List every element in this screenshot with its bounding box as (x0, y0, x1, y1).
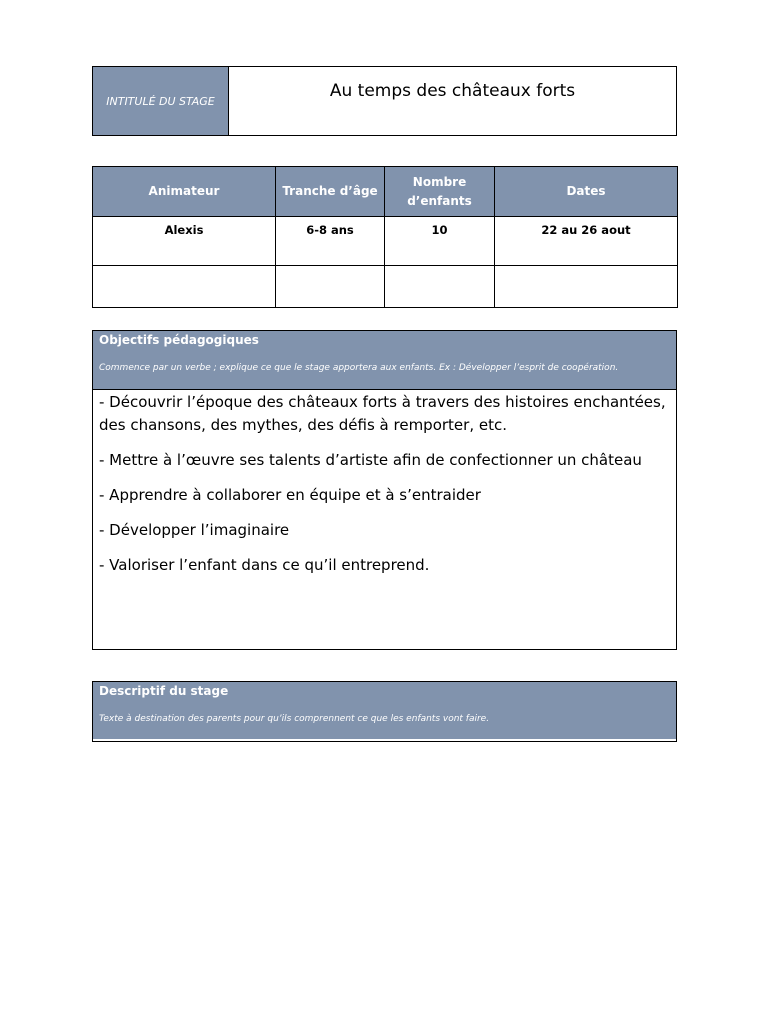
cell-dates[interactable] (495, 266, 678, 308)
column-header-nombre-enfants: Nombre d’enfants (385, 167, 495, 217)
objective-item: - Valoriser l’enfant dans ce qu’il entreprend. (99, 556, 430, 574)
objectives-section (92, 330, 677, 650)
cell-tranche-age[interactable] (276, 266, 385, 308)
objectives-list[interactable] (93, 390, 676, 577)
stage-info-table (92, 166, 678, 308)
description-section (92, 681, 677, 742)
cell-tranche-age[interactable]: 6-8 ans (276, 217, 385, 266)
description-title: Descriptif du stage (99, 684, 229, 698)
objective-item: - Développer l’imaginaire (99, 521, 290, 539)
table-header-row (93, 167, 678, 217)
column-header-tranche-age: Tranche d’âge (276, 167, 385, 217)
description-header (93, 682, 676, 739)
column-header-dates: Dates (495, 167, 678, 217)
objective-item: - Apprendre à collaborer en équipe et à s’entraider (99, 486, 481, 504)
table-row (93, 217, 678, 266)
cell-dates[interactable]: 22 au 26 aout (495, 217, 678, 266)
table-row (93, 266, 678, 308)
stage-title-block (92, 66, 677, 136)
column-header-animateur: Animateur (93, 167, 276, 217)
description-hint: Texte à destination des parents pour qu’ils comprennent ce que les enfants vont faire. (99, 714, 490, 724)
objectives-header (93, 331, 676, 390)
objectives-hint: Commence par un verbe ; explique ce que le stage apportera aux enfants. Ex : Développer l’esprit de coopération. (99, 363, 619, 373)
stage-title-label: INTITULÉ DU STAGE (93, 67, 229, 136)
objective-item: - Mettre à l’œuvre ses talents d’artiste afin de confectionner un château (99, 451, 642, 469)
cell-nombre-enfants[interactable] (385, 266, 495, 308)
stage-title[interactable]: Au temps des châteaux forts (229, 67, 677, 136)
objectives-title: Objectifs pédagogiques (99, 333, 259, 347)
objective-item: - Découvrir l’époque des châteaux forts à travers des histoires enchantées, des chansons, des mythes, des défis à remporter, etc. (99, 393, 666, 434)
cell-animateur[interactable] (93, 266, 276, 308)
cell-nombre-enfants[interactable]: 10 (385, 217, 495, 266)
cell-animateur[interactable]: Alexis (93, 217, 276, 266)
